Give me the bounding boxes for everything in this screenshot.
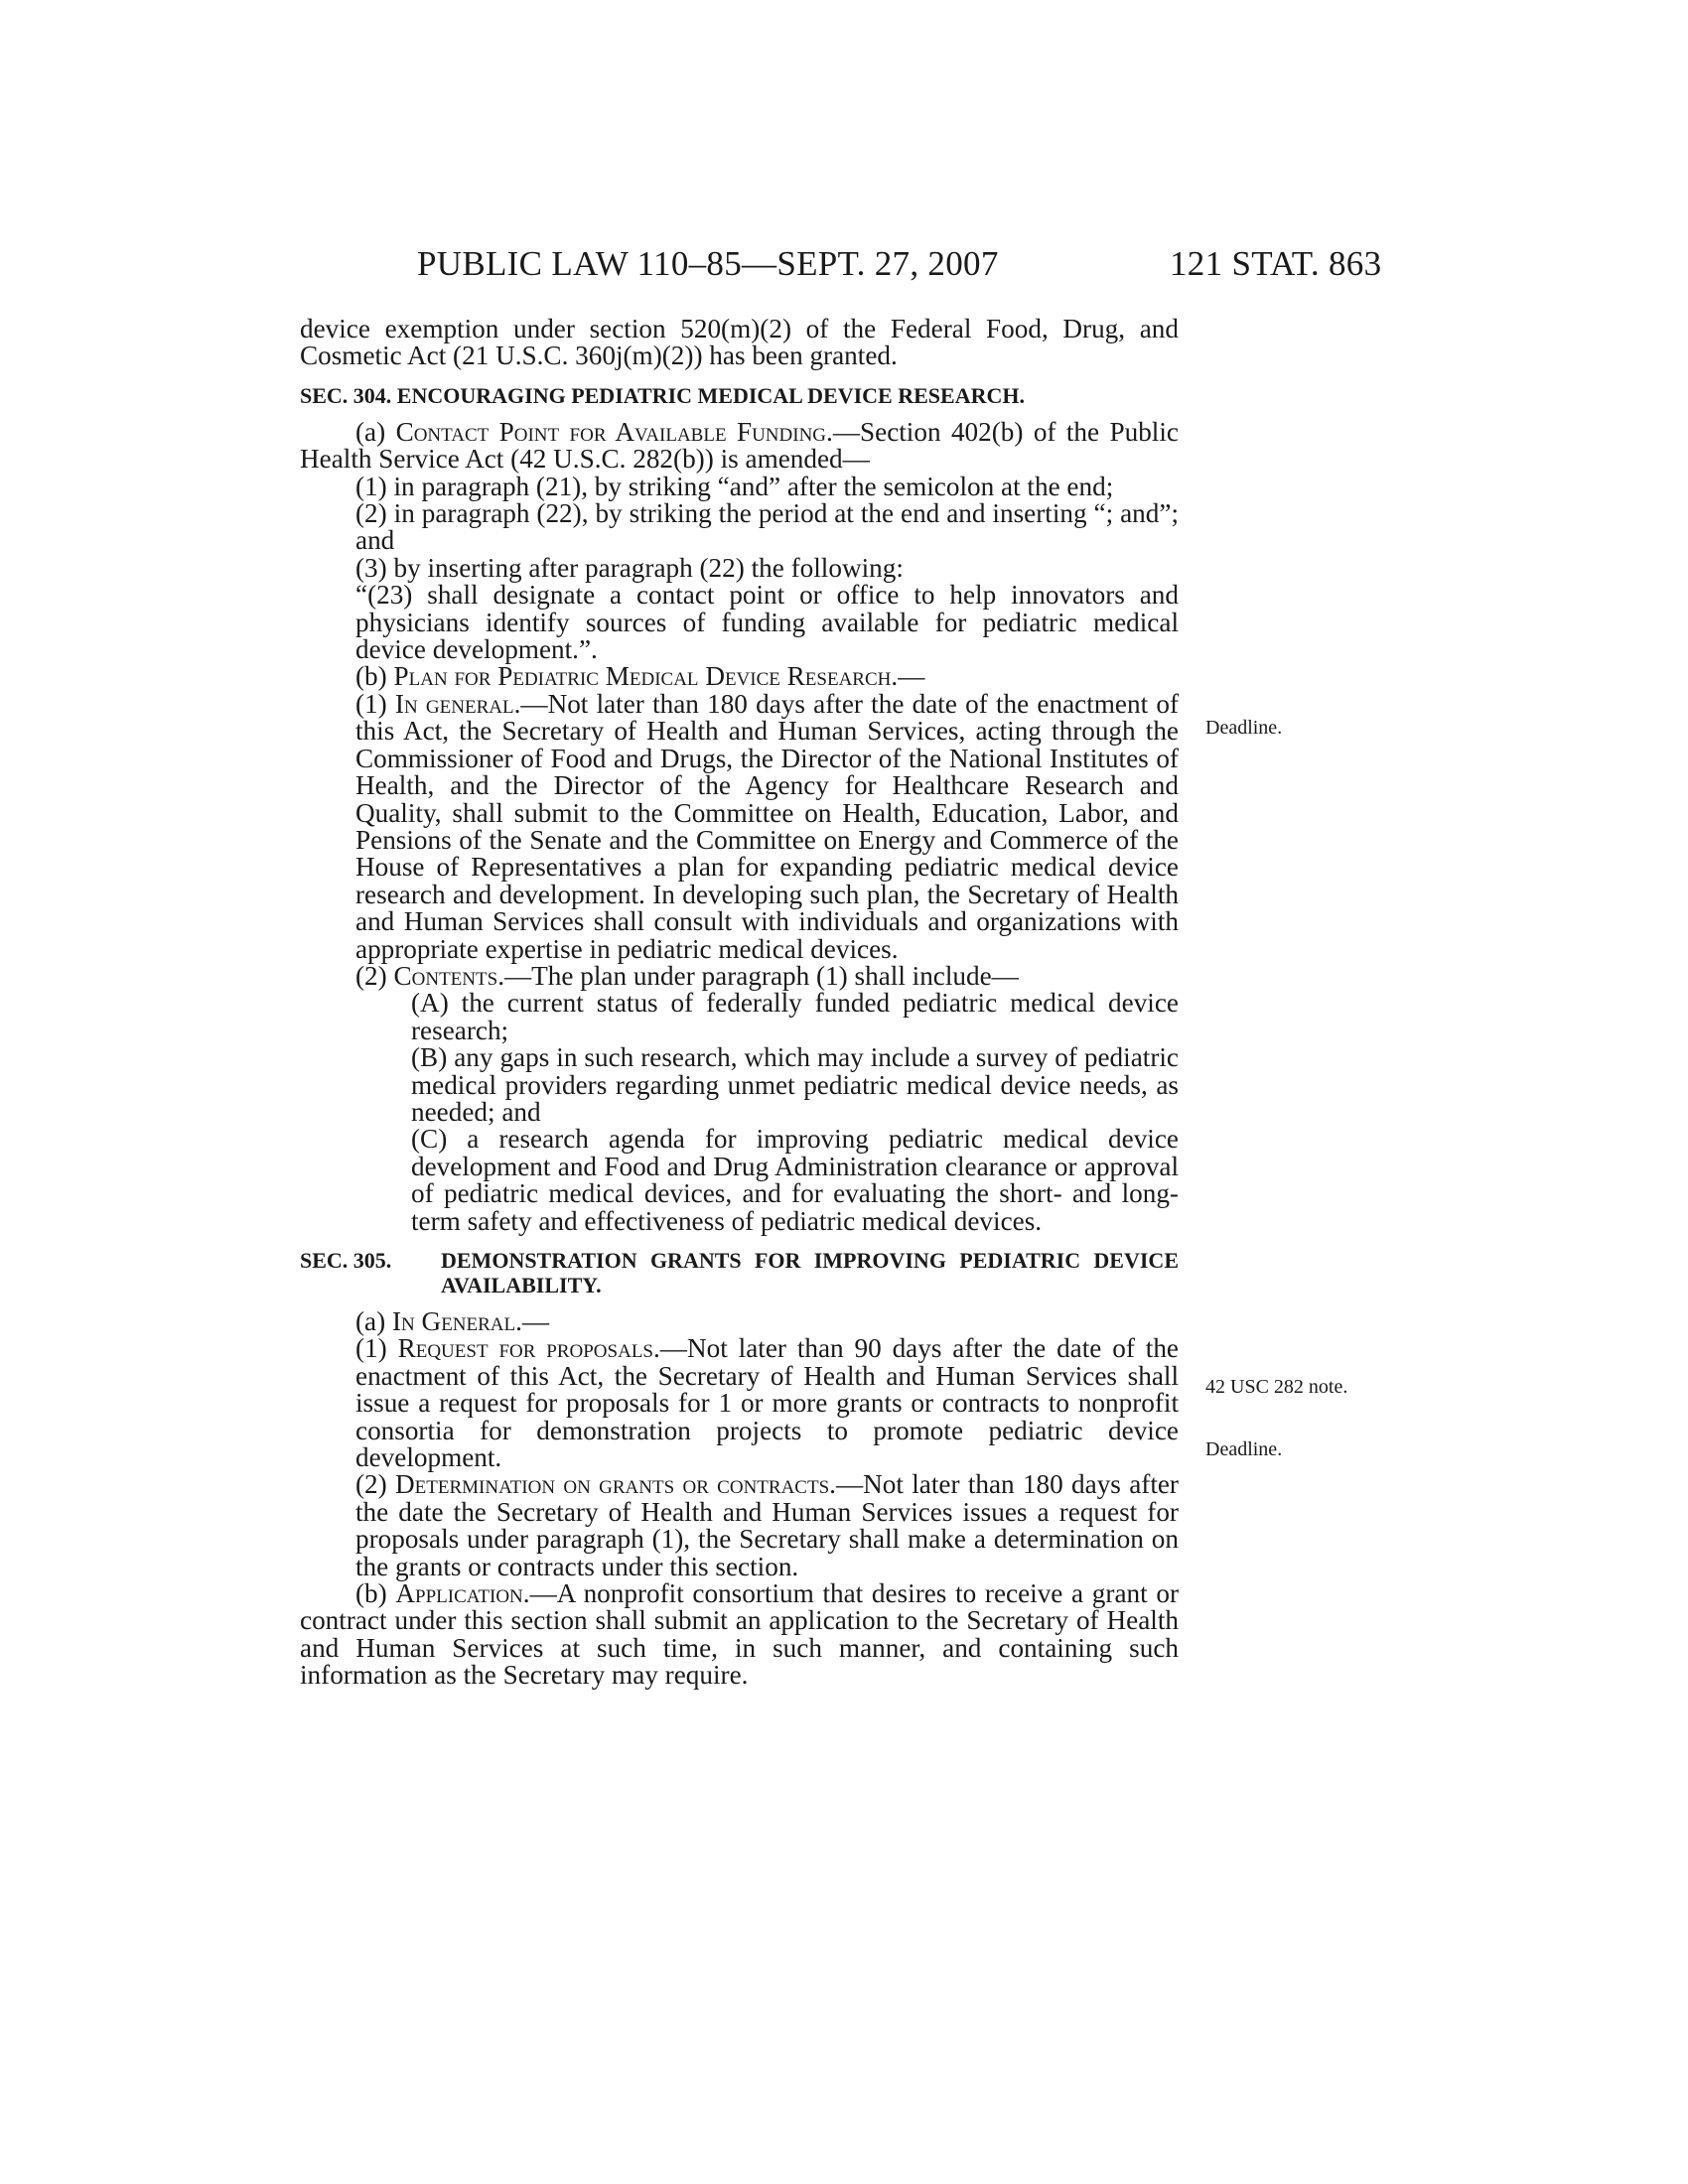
paragraph-305-a1: (1) Request for proposals.—Not later than 90 days after the date of the enactment of this Act, the Secretary of Health and Human Services shall issue a request for proposals for 1 or more grants or contracts to nonprofit consortia for demonstration projects to promote pediatric device development. — [355, 1333, 1180, 1473]
paragraph-b1: (1) In general.—Not later than 180 days after the date of the enactment of this Act, the Secretary of Health and Human Services, acting through the Commissioner of Food and Drugs, the Director of the National Institutes of Health, and the Director of the Agency for Healthcare Research and Quality, shall submit to the Committee on Health, Education, Labor, and Pensions of the Senate and the Committee on Energy and Commerce of the House of Representatives a plan for expanding pediatric medical device research and development. In developing such plan, the Secretary of Health and Human Services shall consult with individuals and organizations with appropriate expertise in pediatric medical devices. — [355, 688, 1179, 964]
paragraph-a3: (3) by inserting after paragraph (22) the following: — [355, 552, 904, 583]
paragraph-a1: (1) in paragraph (21), by striking “and” after the semicolon at the end; — [355, 471, 1114, 501]
section-304-heading: SEC. 304. ENCOURAGING PEDIATRIC MEDICAL DEVICE RESEARCH. — [300, 382, 1025, 408]
statute-page-number: 121 STAT. 863 — [1170, 244, 1382, 283]
subsection-305-a: (a) In General.— — [355, 1306, 550, 1336]
paragraph-a2: (2) in paragraph (22), by striking the period at the end and inserting “; and”; and — [355, 498, 1179, 556]
margin-note-deadline-2: Deadline. — [1205, 1438, 1283, 1460]
paragraph-305-a2: (2) Determination on grants or contracts.—Not later than 180 days after the date the Secretary of Health and Human Services issues a request for proposals under paragraph (1), the Secretary shall make a determination on the grants or contracts under this section. — [355, 1469, 1179, 1581]
paragraph-b2: (2) Contents.—The plan under paragraph (1) shall include— — [355, 960, 1019, 991]
margin-note-deadline: Deadline. — [1205, 717, 1283, 739]
margin-note-usc: 42 USC 282 note. — [1205, 1376, 1348, 1398]
continuation-paragraph: device exemption under section 520(m)(2) of the Federal Food, Drug, and Cosmetic Act (21 U.S.C. 360j(m)(2)) has been granted. — [300, 314, 1179, 371]
subparagraph-b2B: (B) any gaps in such research, which may include a survey of pediatric medical providers regarding unmet pediatric medical device needs, as needed; and — [411, 1042, 1179, 1127]
subsection-a: (a) Contact Point for Available Funding.—Section 402(b) of the Public Health Service Act (42 U.S.C. 282(b)) is amended— — [300, 416, 1179, 475]
running-header-title: PUBLIC LAW 110–85—SEPT. 27, 2007 — [417, 244, 999, 283]
subsection-305-b: (b) Application.—A nonprofit consortium that desires to receive a grant or contract under this section shall submit an application to the Secretary of Health and Human Services at such time, in such manner, and containing such information as the Secretary may require. — [300, 1578, 1179, 1691]
section-305-title: DEMONSTRATION GRANTS FOR IMPROVING PEDIATRIC DEVICE AVAILABILITY. — [441, 1248, 1179, 1297]
page-body — [300, 316, 1179, 1690]
section-305-label: SEC. 305. — [300, 1248, 392, 1273]
quoted-paragraph-23: “(23) shall designate a contact point or office to help innovators and physicians identify sources of funding available for pediatric medical device development.”. — [355, 580, 1179, 665]
subsection-b: (b) Plan for Pediatric Medical Device Research.— — [355, 661, 925, 692]
subparagraph-b2C: (C) a research agenda for improving pediatric medical device development and Food and Drug Administration clearance or approval of pediatric medical devices, and for evaluating the short- and long-term safety and effectiveness of pediatric medical devices. — [411, 1124, 1179, 1236]
subparagraph-b2A: (A) the current status of federally funded pediatric medical device research; — [411, 988, 1179, 1045]
section-305-heading — [300, 1248, 1179, 1297]
